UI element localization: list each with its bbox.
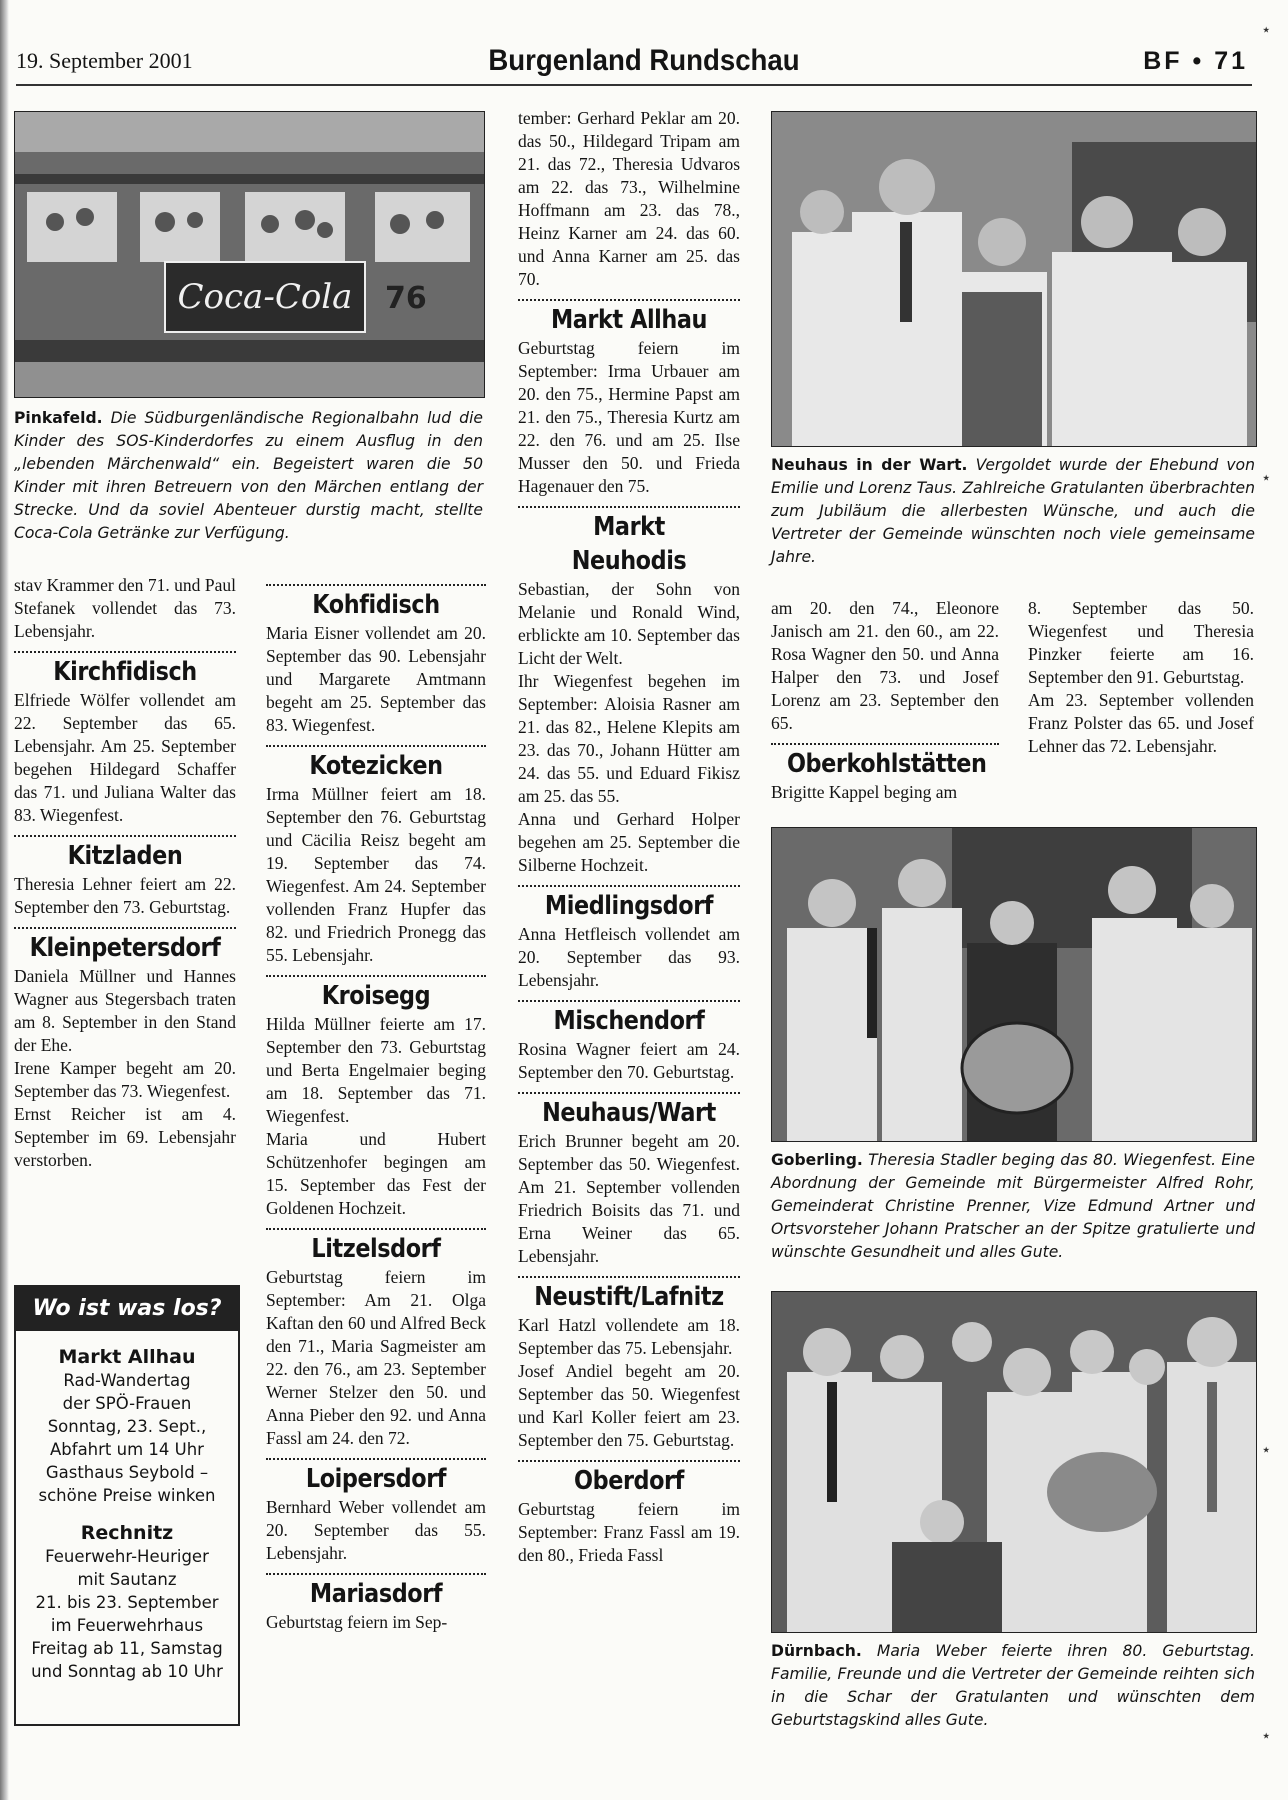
caption-place: Goberling. <box>771 1151 863 1169</box>
section-title: Oberkohlstätten <box>786 749 987 779</box>
event-line: im Feuerwehrhaus <box>50 1616 204 1635</box>
column-2 <box>266 574 486 1634</box>
event-place: Markt Allhau <box>58 1346 196 1368</box>
section-text: 8. September das 50. Wiegenfest und Theresia Pinzker feierte am 16. September den 91. Geburtstag. <box>1028 598 1254 687</box>
section-text: Theresia Lehner feiert am 22. September den 73. Geburtstag. <box>14 874 236 917</box>
group-image <box>772 828 1256 1141</box>
divider <box>518 1276 740 1278</box>
divider <box>266 1573 486 1575</box>
event-line: Rad-Wandertag <box>63 1371 191 1390</box>
events-box-title: Wo ist was los? <box>16 1287 238 1331</box>
column-3 <box>518 107 740 1567</box>
section-text: Elfriede Wölfer vollendet am 22. September das 65. Lebensjahr. Am 25. September begehen Hildegard Schaffer das 71. und Juliana Walter das 83. Wiegenfest. <box>14 690 236 825</box>
caption-text: Vergoldet wurde der Ehebund von Emilie und Lorenz Taus. Zahlreiche Gratulanten überbrachten zum Jubiläum die allerbesten Wünsche, und auch die Vertreter der Gemeinde wünschten noch viele gemeinsame Jahre. <box>771 456 1255 566</box>
newspaper-title: Burgenland Rundschau <box>488 44 800 77</box>
group-image <box>772 112 1256 446</box>
section-title: Kleinpetersdorf <box>29 933 221 963</box>
caption-goberling <box>771 1149 1255 1264</box>
section-text: Geburtstag feiern im September: Irma Urbauer am 20. den 75., Hermine Papst am 21. den 75., Theresia Kurtz am 22. den 76. und am 25. Ilse Musser den 50. und Frieda Hagenauer den 75. <box>518 338 740 496</box>
divider <box>266 745 486 747</box>
divider <box>518 1000 740 1002</box>
photo-neuhaus-couple <box>771 111 1257 447</box>
divider <box>14 835 236 837</box>
divider <box>518 885 740 887</box>
section-text: Ihr Wiegenfest begehen im September: Aloisia Rasner am 21. das 82., Helene Klepits am 23. das 70., Johann Hütter am 24. das 55. und Eduard Fikisz am 25. das 55. <box>518 671 740 806</box>
section-text: Geburtstag feiern im September: Am 21. Olga Kaftan den 60 und Alfred Beck den 71., Maria Sagmeister am 22. den 76., am 23. September Werner Stelzer den 50. und Anna Pieber den 92. und Anna Fassl am 24. den 72. <box>266 1267 486 1448</box>
section-text: Josef Andiel begeht am 20. September das 50. Wiegenfest und Karl Koller feiert am 23. September den 75. Geburtstag. <box>518 1361 740 1450</box>
photo-duernbach <box>771 1291 1257 1633</box>
section-text: Anna Hetfleisch vollendet am 20. September das 93. Lebensjahr. <box>518 924 740 990</box>
section-text: Bernhard Weber vollendet am 20. September das 55. Lebensjahr. <box>266 1497 486 1563</box>
section-text: Am 23. September vollenden Franz Polster das 65. und Josef Lehner das 72. Lebensjahr. <box>1028 690 1254 756</box>
col1-intro: stav Krammer den 71. und Paul Stefanek vollendet das 73. Lebensjahr. <box>14 575 236 641</box>
event-line: und Sonntag ab 10 Uhr <box>31 1662 223 1681</box>
section-text: Brigitte Kappel beging am <box>771 782 958 802</box>
column-5 <box>1028 597 1254 758</box>
section-text: Sebastian, der Sohn von Melanie und Ronald Wind, erblickte am 10. September das Licht der Welt. <box>518 579 740 668</box>
event-line: Feuerwehr-Heuriger <box>45 1547 209 1566</box>
photo-train <box>14 111 485 398</box>
section-text: Ernst Reicher ist am 4. September im 69. Lebensjahr verstorben. <box>14 1104 236 1170</box>
section-text: Anna und Gerhard Holper begehen am 25. September die Silberne Hochzeit. <box>518 809 740 875</box>
section-title: Miedlingsdorf <box>544 891 714 921</box>
event-line: mit Sautanz <box>77 1570 177 1589</box>
group-image <box>772 1292 1256 1632</box>
page-fold-shadow <box>0 0 9 1800</box>
section-title: Litzelsdorf <box>311 1234 441 1264</box>
section-text: Maria und Hubert Schützenhofer begingen am 15. September das Fest der Goldenen Hochzeit. <box>266 1129 486 1218</box>
photo-goberling <box>771 827 1257 1142</box>
events-box <box>14 1285 240 1726</box>
section-text: Hilda Müllner feierte am 17. September den 73. Geburtstag und Berta Engelmaier beging am 18. September das 71. Wiegenfest. <box>266 1014 486 1126</box>
train-image <box>15 112 484 397</box>
section-text: Maria Eisner vollendet am 20. September das 90. Lebensjahr und Margarete Amtmann begeht am 25. September das 83. Wiegenfest. <box>266 623 486 735</box>
section-title: Kirchfidisch <box>53 657 197 687</box>
section-text: Karl Hatzl vollendete am 18. September das 75. Lebensjahr. <box>518 1315 740 1358</box>
section-title: Neuhaus/Wart <box>542 1098 716 1128</box>
divider <box>518 506 740 508</box>
divider <box>266 1228 486 1230</box>
divider <box>518 299 740 301</box>
section-text: Geburtstag feiern im September: Franz Fassl am 19. den 80., Frieda Fassl <box>518 1499 740 1565</box>
section-text: Erich Brunner begeht am 20. September das 50. Wiegenfest. Am 21. September vollenden Friedrich Boisits das 71. und Erna Weiner das 65. Lebensjahr. <box>518 1131 740 1266</box>
column-1 <box>14 574 236 1172</box>
caption-text: Maria Weber feierte ihren 80. Geburtstag. Familie, Freunde und die Vertreter der Gemeinde reihten sich in die Schar der Gratulanten und wünschten dem Geburtstagskind alles Gute. <box>771 1642 1255 1729</box>
event-line: 21. bis 23. September <box>35 1593 219 1612</box>
divider <box>266 584 486 586</box>
caption-text: Theresia Stadler beging das 80. Wiegenfest. Eine Abordnung der Gemeinde mit Bürgermeister Alfred Rohr, Gemeinderat Christine Prenner, Vize Edmund Artner und Ortsvorsteher Johann Pratscher an der Spitze gratulierte und wünschte Gesundheit und alles Gute. <box>771 1151 1255 1261</box>
col4-intro: am 20. den 74., Eleonore Janisch am 21. den 60., am 22. Rosa Wagner den 50. und Anna Halper den 73. und Josef Lorenz am 23. September den 65. <box>771 598 999 733</box>
section-title: Kitzladen <box>67 841 183 871</box>
section-title: Mischendorf <box>553 1006 705 1036</box>
event-line: Abfahrt um 14 Uhr <box>50 1440 204 1459</box>
divider <box>266 1458 486 1460</box>
caption-neuhaus <box>771 454 1255 569</box>
section-title: Markt Allhau <box>550 305 708 335</box>
margin-mark: ٭ <box>1262 1729 1270 1744</box>
header-rule <box>16 84 1252 86</box>
event-line: schöne Preise winken <box>38 1486 216 1505</box>
page-number: BF • 71 <box>1143 47 1248 75</box>
section-title: Kroisegg <box>321 981 431 1011</box>
section-text: Daniela Müllner und Hannes Wagner aus Stegersbach traten am 8. September in den Stand der Ehe. <box>14 966 236 1055</box>
caption-duernbach <box>771 1640 1255 1732</box>
margin-mark: ٭ <box>1262 471 1270 486</box>
section-title: Oberdorf <box>574 1466 684 1496</box>
caption-pinkafeld <box>14 407 483 545</box>
section-title: Mariasdorf <box>309 1579 443 1609</box>
section-title: Markt Neuhodis <box>571 512 687 576</box>
event-line: Freitag ab 11, Samstag <box>31 1639 223 1658</box>
section-title: Kohfidisch <box>312 590 440 620</box>
banner-text: Coca-Cola <box>177 277 353 317</box>
section-text: Irma Müllner feiert am 18. September den 76. Geburtstag und Cäcilia Reisz begeht am 19. September das 74. Wiegenfest. Am 24. September vollenden Franz Hupfer das 82. und Friedrich Pronegg das 55. Lebensjahr. <box>266 784 486 965</box>
divider <box>518 1092 740 1094</box>
caption-place: Neuhaus in der Wart. <box>771 456 968 474</box>
margin-mark: ٭ <box>1262 23 1270 38</box>
issue-date: 19. September 2001 <box>16 48 193 73</box>
car-number: 76 <box>385 281 427 316</box>
event-line: der SPÖ-Frauen <box>62 1394 192 1413</box>
section-title: Kotezicken <box>309 751 443 781</box>
section-title: Loipersdorf <box>305 1464 447 1494</box>
caption-place: Pinkafeld. <box>14 409 103 427</box>
caption-place: Dürnbach. <box>771 1642 862 1660</box>
section-title: Neustift/Lafnitz <box>534 1282 724 1312</box>
section-text: Irene Kamper begeht am 20. September das 73. Wiegenfest. <box>14 1058 236 1101</box>
divider <box>518 1460 740 1462</box>
caption-text: Die Südburgenländische Regionalbahn lud die Kinder des SOS-Kinderdorfes zu einem Ausflug in den „lebenden Märchenwald“ ein. Begeistert waren die 50 Kinder mit ihren Betreuern von den Märchen entlang der Strecke. Und da soviel Abenteuer durstig macht, stellte Coca-Cola Getränke zur Verfügung. <box>14 409 483 542</box>
divider <box>266 975 486 977</box>
section-text: Rosina Wagner feiert am 24. September den 70. Geburtstag. <box>518 1039 740 1082</box>
event-line: Sonntag, 23. Sept., <box>47 1417 207 1436</box>
event-line: Gasthaus Seybold – <box>45 1463 209 1482</box>
divider <box>771 743 999 745</box>
col3-intro: tember: Gerhard Peklar am 20. das 50., Hildegard Tripam am 21. das 72., Theresia Udvaros am 22. das 73., Wilhelmine Hoffmann am 23. das 78., Heinz Karner am 24. das 60. und Anna Karner am 25. das 70. <box>518 108 740 289</box>
divider <box>14 651 236 653</box>
column-4 <box>771 597 999 804</box>
margin-mark: ٭ <box>1262 1443 1270 1458</box>
section-text: Geburtstag feiern im Sep- <box>266 1612 448 1632</box>
event-place: Rechnitz <box>80 1522 174 1544</box>
divider <box>14 927 236 929</box>
